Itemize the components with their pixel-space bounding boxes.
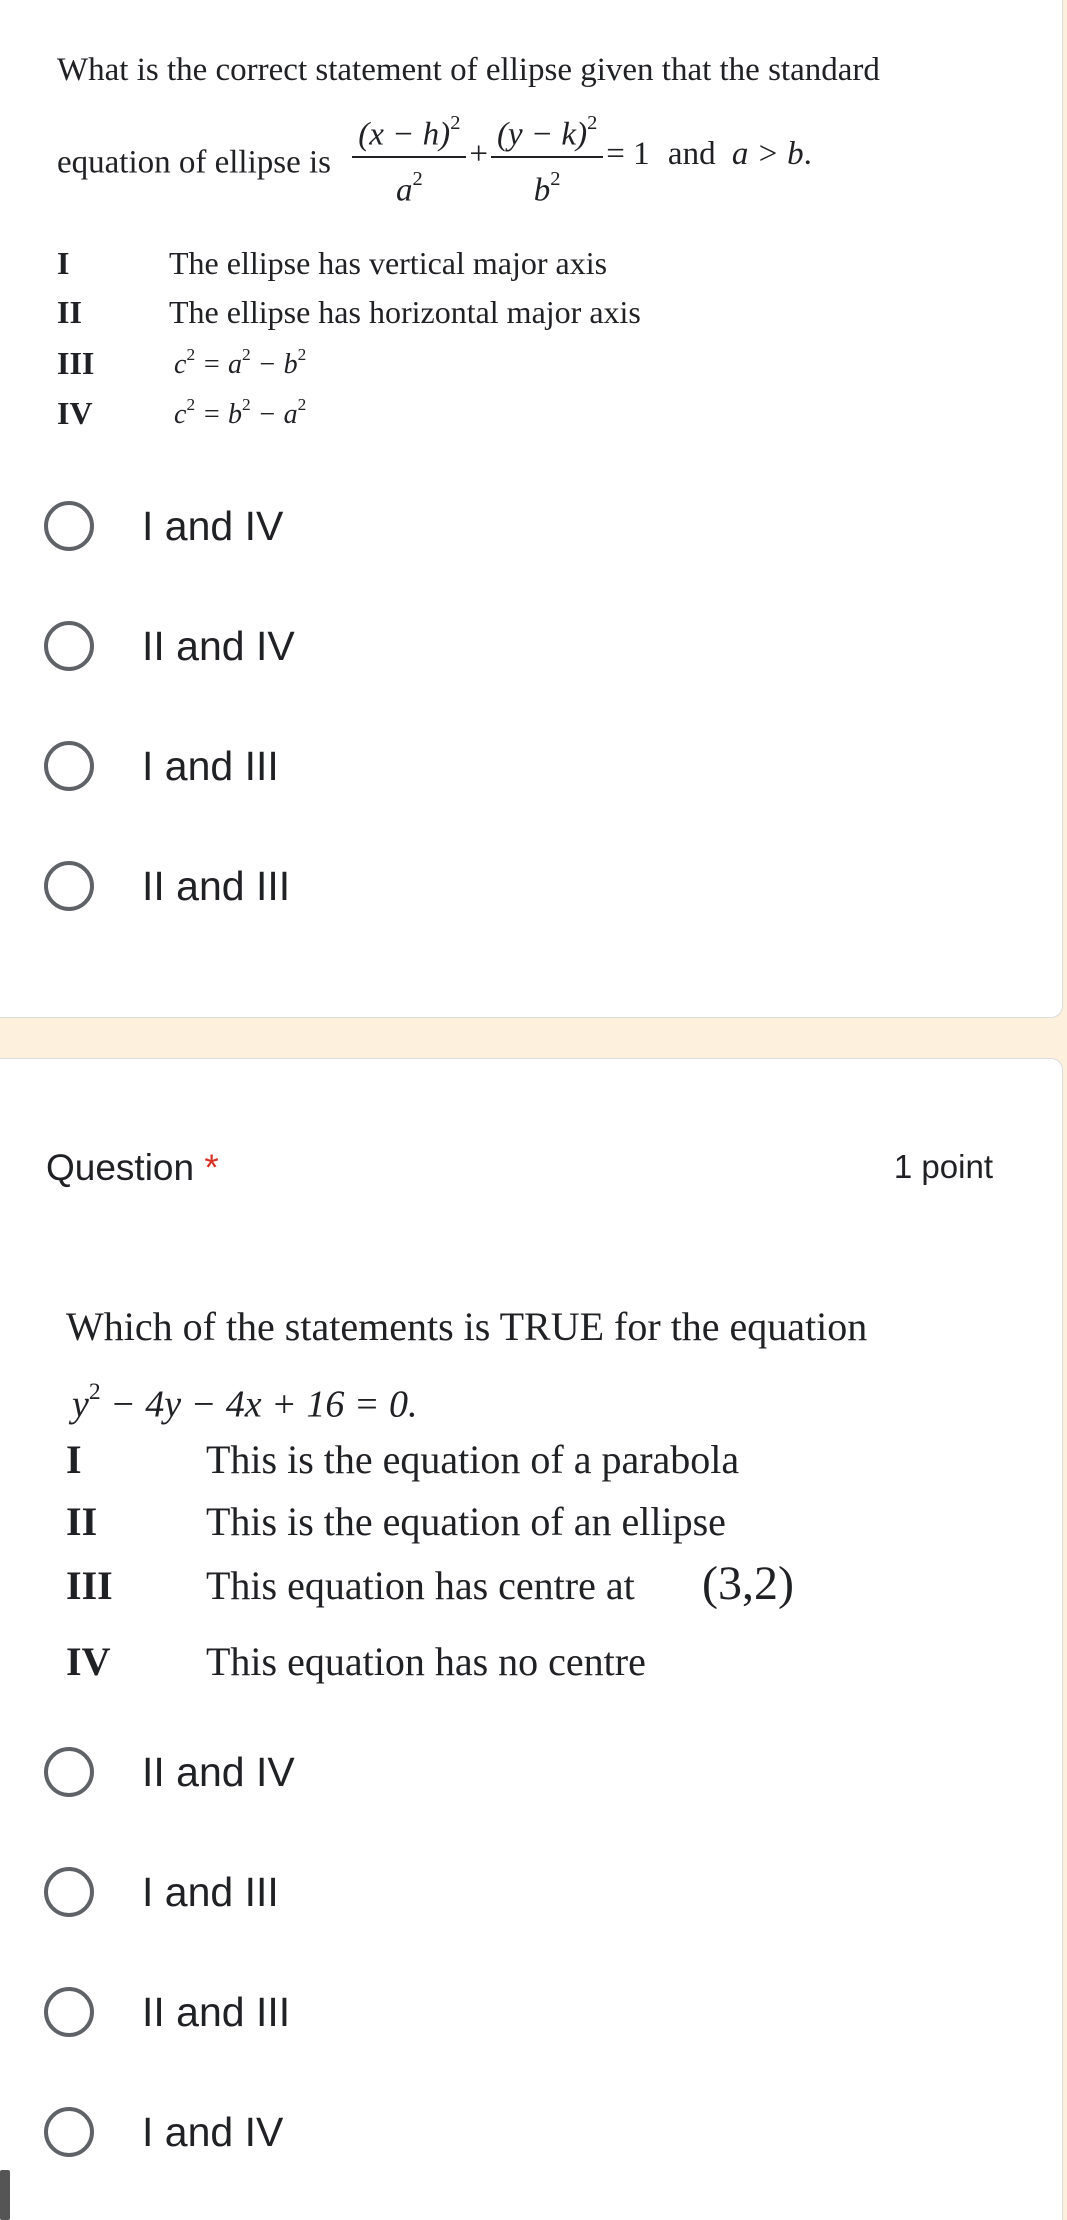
statement-numeral: III xyxy=(57,345,95,381)
eq-plus: + xyxy=(469,136,489,173)
radio-option[interactable] xyxy=(44,2104,544,2168)
ellipse-equation: $\frac{(x - h)^2}{a^2}$ + $\frac{(y - k)^2}{b^2}$ = 1 xyxy=(349,144,658,180)
statement-text: The ellipse has vertical major axis xyxy=(169,245,608,281)
eq-condition: a > b xyxy=(731,136,804,173)
radio-option[interactable] xyxy=(44,618,544,682)
question-2-text-line1: Which of the statements is TRUE for the equation xyxy=(66,1304,868,1349)
radio-circle-icon[interactable] xyxy=(44,501,94,551)
radio-circle-icon[interactable] xyxy=(44,621,94,671)
centre-value: (3,2) xyxy=(702,1557,794,1610)
radio-circle-icon[interactable] xyxy=(44,741,94,791)
option-label: I and IV xyxy=(142,2109,284,2155)
question-1-prefix: equation of ellipse is xyxy=(57,144,332,181)
question-points: 1 point xyxy=(893,1148,993,1185)
eq-rhs: = 1 xyxy=(606,136,650,173)
statement-row xyxy=(66,1638,966,1684)
option-label: II and III xyxy=(142,1989,291,2035)
eq-numerator-2: (y − k) xyxy=(497,116,588,153)
eq-denominator-2: b xyxy=(533,172,551,209)
question-1-text-line1: What is the correct statement of ellipse given that the standard xyxy=(57,52,880,88)
statement-row xyxy=(57,294,857,334)
question-card-1 xyxy=(0,0,1063,1018)
statement-equation: $c^2 = a^2 - b^2$ xyxy=(174,345,307,381)
statement-text: This is the equation of a parabola xyxy=(206,1437,740,1482)
eq-denominator-1: a xyxy=(395,172,413,209)
radio-circle-icon[interactable] xyxy=(44,1747,94,1797)
option-label: I and III xyxy=(142,743,279,789)
statement-row xyxy=(66,1557,966,1616)
statement-row xyxy=(57,395,857,435)
statement-row xyxy=(57,245,857,285)
statement-numeral: I xyxy=(66,1437,82,1482)
scrollbar-handle[interactable] xyxy=(0,2170,10,2220)
statement-numeral: IV xyxy=(66,1639,111,1684)
radio-circle-icon[interactable] xyxy=(44,2107,94,2157)
option-label: I and IV xyxy=(142,503,284,549)
radio-option[interactable] xyxy=(44,738,544,802)
question-1-and: and xyxy=(667,136,716,173)
radio-option[interactable] xyxy=(44,498,544,562)
option-label: II and IV xyxy=(142,623,295,669)
radio-circle-icon[interactable] xyxy=(44,1867,94,1917)
statement-text: This equation has centre at xyxy=(206,1563,635,1608)
option-label: II and IV xyxy=(142,1749,295,1795)
radio-circle-icon[interactable] xyxy=(44,861,94,911)
radio-option[interactable] xyxy=(44,1864,544,1928)
statement-text: The ellipse has horizontal major axis xyxy=(169,294,641,330)
statement-numeral: I xyxy=(57,245,70,281)
statement-numeral: II xyxy=(57,294,82,330)
option-label: II and III xyxy=(142,863,291,909)
statement-numeral: IV xyxy=(57,395,93,431)
required-asterisk: * xyxy=(204,1147,219,1188)
question-2-title xyxy=(46,1145,219,1191)
statement-text: This equation has no centre xyxy=(206,1639,646,1684)
statement-text: This is the equation of an ellipse xyxy=(206,1499,726,1544)
radio-circle-icon[interactable] xyxy=(44,1987,94,2037)
radio-option[interactable] xyxy=(44,858,544,922)
statement-equation: $c^2 = b^2 - a^2$ xyxy=(174,395,307,431)
option-label: I and III xyxy=(142,1869,279,1915)
statement-row xyxy=(66,1498,966,1544)
question-2-equation: $y^2 - 4y - 4x + 16 = 0$. xyxy=(72,1379,418,1426)
eq-numerator-1: (x − h) xyxy=(358,116,451,153)
question-1-text-line2: equation of ellipse is $\frac{(x - h)^2}{a^2}$ + $\frac{(y - k)^2}{b^2}$ = 1 and a > b. xyxy=(57,112,812,212)
statement-numeral: III xyxy=(66,1563,113,1608)
statement-row xyxy=(57,345,857,385)
question-title-text: Question xyxy=(46,1147,195,1188)
statement-row xyxy=(66,1436,966,1482)
statement-numeral: II xyxy=(66,1499,98,1544)
radio-option[interactable] xyxy=(44,1984,544,2048)
radio-option[interactable] xyxy=(44,1744,544,1808)
